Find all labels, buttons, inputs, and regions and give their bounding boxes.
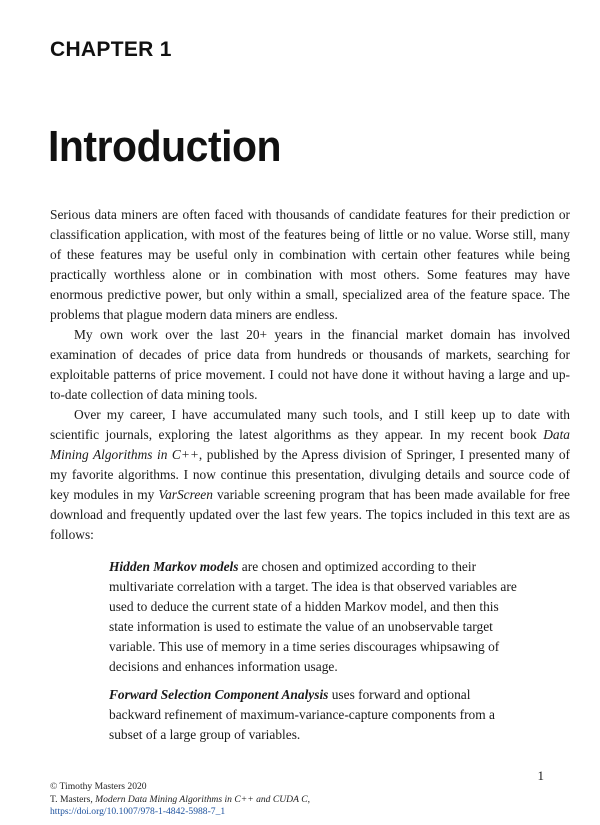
program-name: VarScreen [158,487,213,502]
doi-link[interactable]: https://doi.org/10.1007/978-1-4842-5988-7_1 [50,806,226,817]
topic-name: Forward Selection Component Analysis [109,687,329,702]
topic-item [109,685,517,745]
citation-suffix: , [307,793,311,805]
paragraph-2: My own work over the last 20+ years in the financial market domain has involved examination of decades of price data from hundreds or thousands of markets, searching for exploitable patterns of price movement. I could not have done it without having a large and up-to-date collection of data mining tools. [50,327,570,402]
paragraph-3-text-c: variable screening program that has been made available for free download and frequently updated over the last few years. The topics included in this text are as follows: [50,487,570,542]
topic-description: are chosen and optimized according to their multivariate correlation with a target. The idea is that observed variables are used to deduce the current state of a hidden Markov model, and then this state information is used to estimate the value of an unobservable target variable. This use of memory in a time series discourages whipsawing of decisions and enhances information usage. [109,559,517,674]
chapter-title: Introduction [48,122,282,171]
citation-prefix: T. Masters, [50,793,96,805]
page-number: 1 [537,768,544,783]
citation-line [50,794,310,807]
paragraph-3-text-a: Over my career, I have accumulated many such tools, and I still keep up to date with scientific journals, exploring the latest algorithms as they appear. In my recent book [50,407,570,442]
topic-description: uses forward and optional backward refinement of maximum-variance-capture components from a subset of a large group of variables. [109,687,495,742]
body-text [50,205,570,753]
topic-item [109,557,517,677]
chapter-label: CHAPTER 1 [50,38,172,61]
copyright-line: © Timothy Masters 2020 [50,781,147,792]
citation-title: Modern Data Mining Algorithms in C++ and CUDA C [95,793,308,805]
topic-list [109,557,517,745]
paragraph-3 [50,405,570,545]
paragraph-3-text-b: , published by the Apress division of Springer, I presented many of my favorite algorithms. I now continue this presentation, divulging details and source code of key modules in my [50,447,570,502]
footer [50,781,310,819]
topic-name: Hidden Markov models [109,559,239,574]
paragraph-1: Serious data miners are often faced with thousands of candidate features for their prediction or classification application, with most of the features being of little or no value. Worse still, many of these features may be useful only in combination with certain other features while being practically worthless alone or in combination with most others. Some features may have enormous predictive power, but only within a small, specialized area of the feature space. The problems that plague modern data miners are endless. [50,207,570,322]
book-title: Data Mining Algorithms in C++ [50,427,570,462]
